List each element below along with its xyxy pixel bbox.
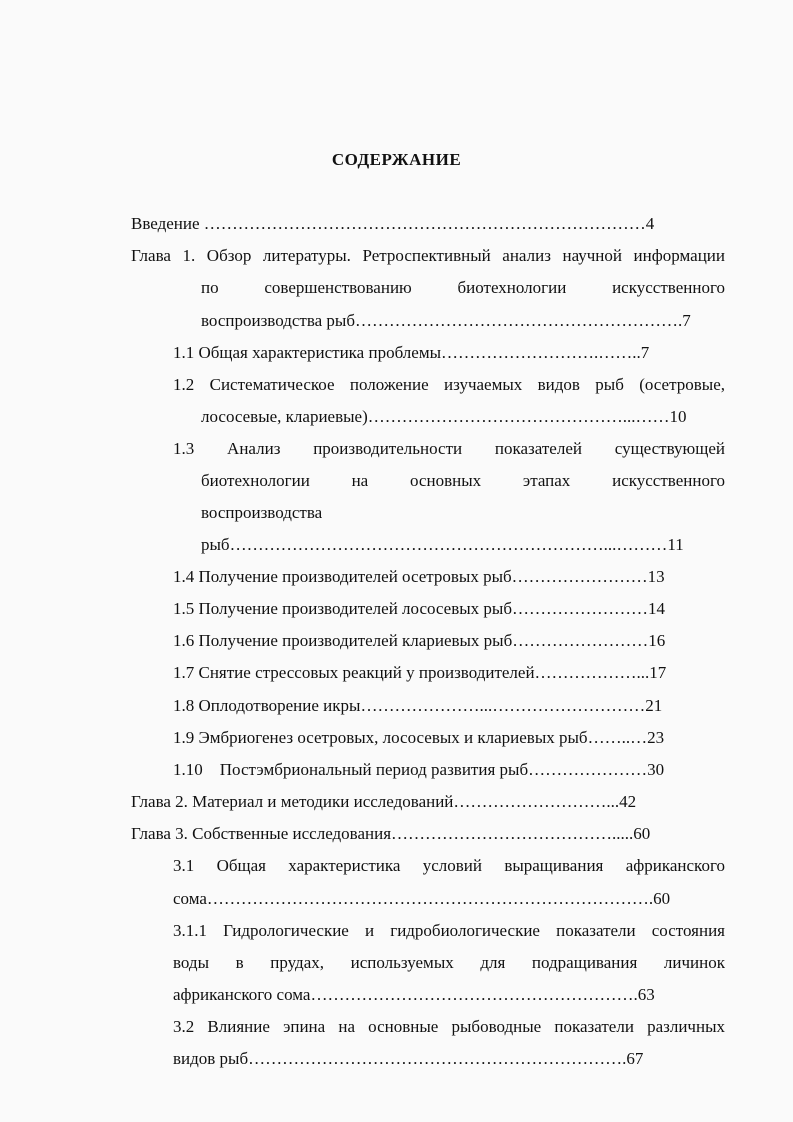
toc-line: 1.10 Постэмбриональный период развития рыб…………………30 — [173, 760, 665, 779]
toc-line: 1.8 Оплодотворение икры…………………...………………………21 — [173, 696, 663, 715]
toc-line: 3.1.1 Гидрологические и гидробиологические показатели состояния — [173, 921, 725, 940]
toc-line: Глава 1. Обзор литературы. Ретроспективный анализ научной информации — [131, 246, 725, 265]
toc-line: 1.6 Получение производителей клариевых рыб……………………16 — [173, 631, 666, 650]
toc-line: воспроизводства рыб………………………………………………….7 — [201, 311, 691, 330]
toc-line: 1.1 Общая характеристика проблемы……………………….……..7 — [173, 343, 650, 362]
toc-line: 1.5 Получение производителей лососевых рыб……………………14 — [173, 599, 665, 618]
toc-line: Глава 2. Материал и методики исследований………………………...42 — [131, 792, 637, 811]
toc-line: 1.7 Снятие стрессовых реакций у производителей………………...17 — [173, 663, 667, 682]
page-title: СОДЕРЖАНИЕ — [331, 150, 462, 169]
toc-line: воды в прудах, используемых для подращивания личинок — [173, 953, 725, 972]
toc-line: Введение ……………………………………………………………………4 — [131, 214, 655, 233]
toc-line: 1.3 Анализ производительности показателей существующей — [173, 439, 725, 458]
toc-line: 3.1 Общая характеристика условий выращивания африканского — [173, 856, 725, 875]
toc-line: Глава 3. Собственные исследования………………………………….....60 — [131, 824, 651, 843]
toc-line: воспроизводства — [201, 503, 323, 522]
toc-line: рыб…………………………………………………………...………11 — [201, 535, 684, 554]
toc-line: 3.2 Влияние эпина на основные рыбоводные показатели различных — [173, 1017, 725, 1036]
toc-line: видов рыб………………………………………………………….67 — [173, 1049, 644, 1068]
toc-line: 1.4 Получение производителей осетровых рыб……………………13 — [173, 567, 665, 586]
toc-line: лососевые, клариевые)………………………………………...……10 — [201, 407, 687, 426]
toc-line: 1.2 Систематическое положение изучаемых видов рыб (осетровые, — [173, 375, 725, 394]
toc-line: по совершенствованию биотехнологии искусственного — [201, 278, 725, 297]
toc-line: 1.9 Эмбриогенез осетровых, лососевых и клариевых рыб……..…23 — [173, 728, 665, 747]
toc-line: африканского сома………………………………………………….63 — [173, 985, 655, 1004]
toc-line: биотехнологии на основных этапах искусственного — [201, 471, 725, 490]
toc-line: сома…………………………………………………………………….60 — [173, 889, 671, 908]
